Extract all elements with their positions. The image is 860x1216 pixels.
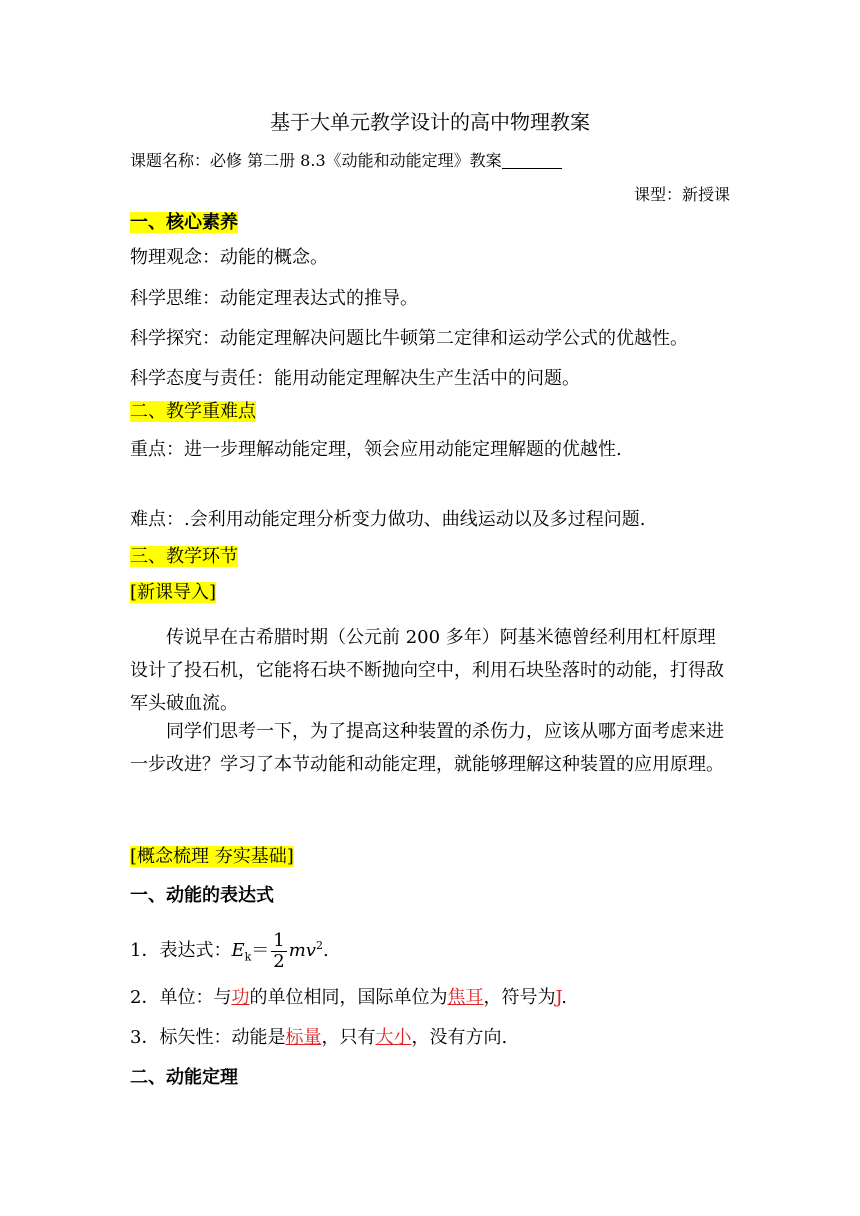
- scalar-text-c: ，只有: [321, 1027, 376, 1048]
- symbol-e: E: [231, 940, 245, 961]
- intro-paragraph-1: 传说早在古希腊时期（公元前 200 多年）阿基米德曾经利用杠杆原理设计了投石机，它能将石块不断抛向空中，利用石块坠落时的动能，打得敌军头破血流。: [130, 627, 724, 714]
- section-steps-heading: [130, 545, 238, 569]
- core-item-3: 科学探究：动能定理解决问题比牛顿第二定律和运动学公式的优越性。: [130, 328, 688, 349]
- symbol-square: 2: [315, 939, 323, 952]
- scalar-line: [130, 1026, 507, 1050]
- concept-tag: [130, 845, 294, 869]
- section-core-heading-text: 一、核心素养: [130, 212, 238, 233]
- section-key-heading: [130, 400, 256, 424]
- intro-tag: [130, 581, 216, 605]
- course-type: 课型：新授课: [633, 185, 730, 204]
- formula-prefix: 1．表达式：: [130, 940, 232, 961]
- symbol-mv: mv: [288, 940, 316, 961]
- page-title: 基于大单元教学设计的高中物理教案: [270, 110, 590, 134]
- symbol-k: k: [244, 950, 252, 964]
- section-core-heading: [130, 211, 238, 235]
- core-item-4: 科学态度与责任：能用动能定理解决生产生活中的问题。: [130, 368, 580, 389]
- unit-text-e: ，符号为: [483, 987, 556, 1008]
- unit-text-a: 2．单位：与: [130, 987, 232, 1008]
- unit-answer-symbol: J: [555, 987, 562, 1008]
- section-key-heading-text: 二、教学重难点: [130, 401, 256, 422]
- course-name-text: 课题名称：必修 第二册 8.3《动能和动能定理》教案: [130, 151, 502, 170]
- unit-text-c: 的单位相同，国际单位为: [249, 987, 448, 1008]
- scalar-text-a: 3．标矢性：动能是: [130, 1027, 286, 1048]
- difficult-point: 难点：.会利用动能定理分析变力做功、曲线运动以及多过程问题.: [130, 509, 646, 530]
- unit-text-g: .: [561, 987, 568, 1008]
- scalar-answer-magnitude: 大小: [375, 1027, 412, 1048]
- equals-sign: ＝: [251, 940, 270, 961]
- course-name: [130, 149, 562, 173]
- intro-tag-text: [新课导入]: [130, 582, 217, 603]
- concept-tag-text: [概念梳理 夯实基础]: [130, 846, 294, 867]
- intro-paragraph-2: 同学们思考一下，为了提高这种装置的杀伤力，应该从哪方面考虑来进一步改进？学习了本节动能和动能定理，就能够理解这种装置的应用原理。: [130, 721, 724, 775]
- unit-answer-joule: 焦耳: [447, 987, 484, 1008]
- unit-line: [130, 986, 567, 1010]
- core-item-2: 科学思维：动能定理表达式的推导。: [130, 288, 418, 309]
- fraction-one-half: [271, 931, 286, 972]
- key-point: 重点：进一步理解动能定理，领会应用动能定理解题的优越性.: [130, 439, 622, 460]
- formula-line: [130, 922, 329, 982]
- core-item-1: 物理观念：动能的概念。: [130, 247, 328, 268]
- course-name-underline: [502, 152, 562, 169]
- kinetic-heading: 一、动能的表达式: [130, 885, 274, 906]
- unit-answer-work: 功: [231, 987, 250, 1008]
- section-steps-heading-text: 三、教学环节: [130, 546, 238, 567]
- scalar-answer-scalar: 标量: [285, 1027, 322, 1048]
- formula-period: .: [322, 940, 329, 961]
- theorem-heading: 二、动能定理: [130, 1067, 238, 1088]
- fraction-denominator: 2: [273, 950, 285, 972]
- scalar-text-e: ，没有方向.: [411, 1027, 508, 1048]
- fraction-numerator: 1: [273, 929, 285, 951]
